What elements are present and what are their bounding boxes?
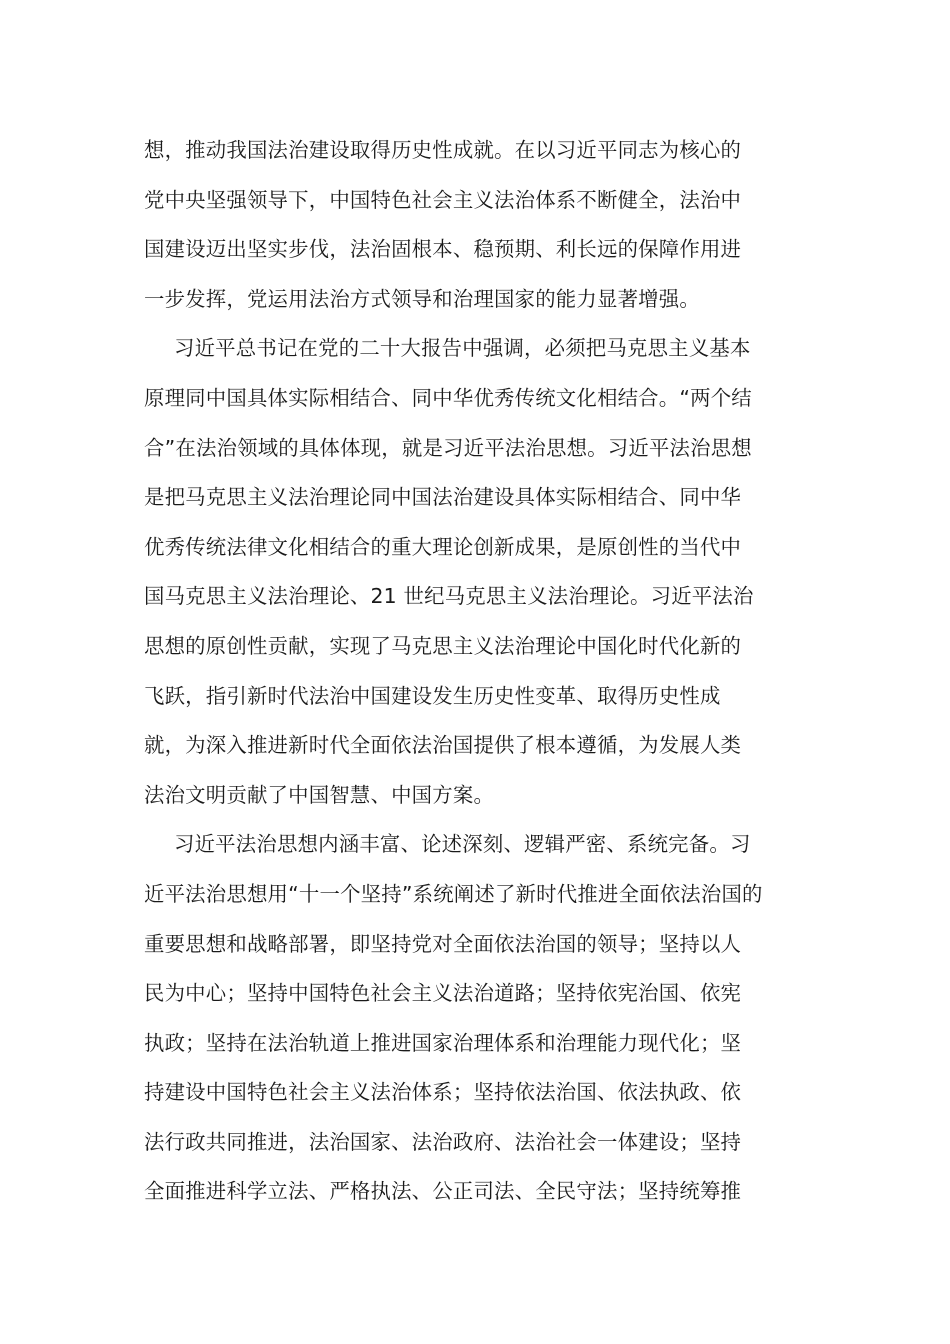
text-line: 党中央坚强领导下，中国特色社会主义法治体系不断健全，法治中	[144, 187, 742, 212]
text-line-first: 习近平总书记在党的二十大报告中强调，必须把马克思主义基本	[174, 336, 751, 361]
text-line: 想，推动我国法治建设取得历史性成就。在以习近平同志为核心的	[144, 138, 742, 162]
text-line: 执政；坚持在法治轨道上推进国家治理体系和治理能力现代化；坚	[144, 1030, 742, 1055]
paragraph-3	[144, 820, 808, 1217]
text-line: 原理同中国具体实际相结合、同中华优秀传统文化相结合。“两个结	[144, 385, 752, 410]
text-line: 法行政共同推进，法治国家、法治政府、法治社会一体建设；坚持	[144, 1129, 742, 1154]
text-line: 近平法治思想用“十一个坚持”系统阐述了新时代推进全面依法治国的	[144, 881, 763, 906]
text-line: 就，为深入推进新时代全面依法治国提供了根本遵循，为发展人类	[144, 733, 742, 758]
text-line: 全面推进科学立法、严格执法、公正司法、全民守法；坚持统筹推	[144, 1179, 742, 1204]
text-line: 国马克思主义法治理论、21 世纪马克思主义法治理论。习近平法治	[144, 584, 754, 609]
text-line: 法治文明贡献了中国智慧、中国方案。	[144, 782, 495, 807]
paragraph-1	[144, 126, 808, 324]
paragraph-2	[144, 324, 808, 820]
text-line-first: 习近平法治思想内涵丰富、论述深刻、逻辑严密、系统完备。习	[174, 832, 751, 857]
text-line: 合”在法治领域的具体体现，就是习近平法治思想。习近平法治思想	[144, 435, 752, 460]
text-line: 飞跃，指引新时代法治中国建设发生历史性变革、取得历史性成	[144, 683, 721, 708]
text-line: 一步发挥，党运用法治方式领导和治理国家的能力显著增强。	[144, 286, 700, 311]
text-line: 是把马克思主义法治理论同中国法治建设具体实际相结合、同中华	[144, 485, 742, 510]
text-line: 国建设迈出坚实步伐，法治固根本、稳预期、利长远的保障作用进	[144, 237, 742, 262]
text-line: 重要思想和战略部署，即坚持党对全面依法治国的领导；坚持以人	[144, 931, 742, 956]
document-body	[144, 126, 808, 1217]
text-line: 优秀传统法律文化相结合的重大理论创新成果，是原创性的当代中	[144, 534, 742, 559]
text-line: 思想的原创性贡献，实现了马克思主义法治理论中国化时代化新的	[144, 633, 742, 658]
text-line: 民为中心；坚持中国特色社会主义法治道路；坚持依宪治国、依宪	[144, 981, 742, 1006]
text-line: 持建设中国特色社会主义法治体系；坚持依法治国、依法执政、依	[144, 1080, 742, 1105]
